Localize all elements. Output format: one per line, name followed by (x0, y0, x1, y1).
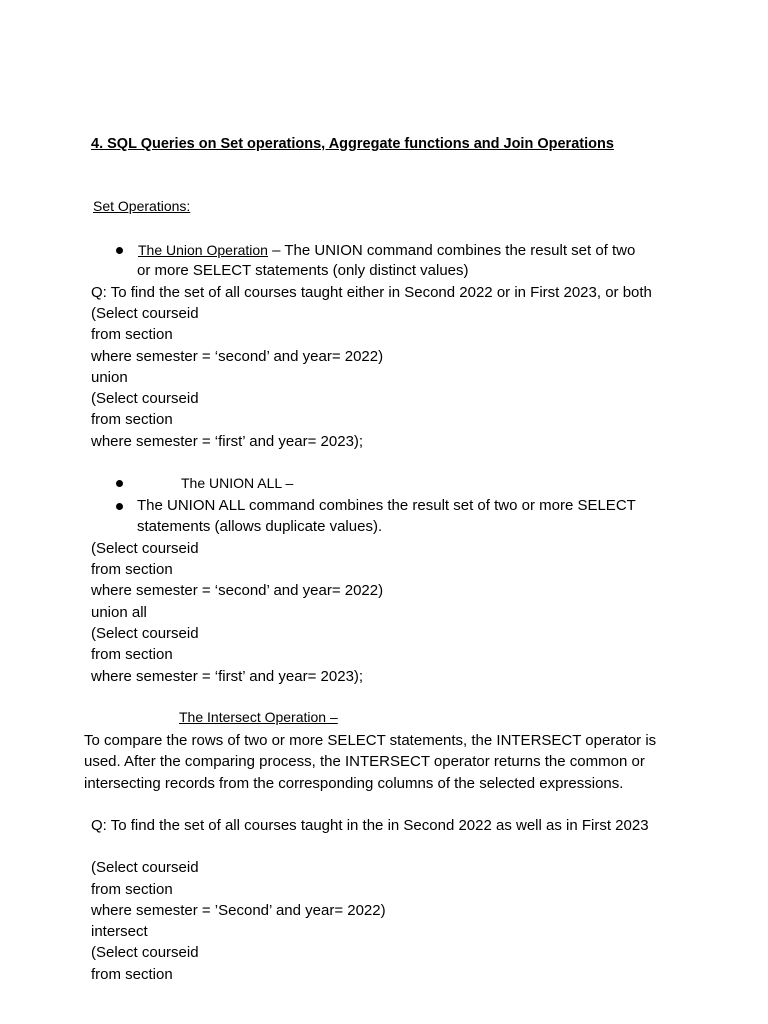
bullet-icon (116, 480, 123, 487)
code-line: where semester = ‘first’ and year= 2023); (91, 668, 364, 685)
intersect-description-line: used. After the comparing process, the INTERSECT operator returns the common or (84, 753, 645, 770)
code-line: from section (91, 646, 173, 663)
code-line: from section (91, 561, 173, 578)
code-line: (Select courseid (91, 944, 199, 961)
code-line: union (91, 369, 128, 386)
union-question: Q: To find the set of all courses taught either in Second 2022 or in First 2023, or both (91, 284, 652, 301)
intersect-operation-heading: The Intersect Operation – (179, 709, 338, 725)
union-description-line2: or more SELECT statements (only distinct values) (137, 262, 469, 279)
union-all-description-line2: statements (allows duplicate values). (137, 518, 383, 535)
code-line: (Select courseid (91, 390, 199, 407)
code-line: (Select courseid (91, 625, 199, 642)
intersect-question: Q: To find the set of all courses taught in the in Second 2022 as well as in First 2023 (91, 817, 649, 834)
code-line: from section (91, 966, 173, 983)
code-line: from section (91, 411, 173, 428)
bullet-icon (116, 503, 123, 510)
code-line: where semester = ‘second’ and year= 2022) (91, 582, 384, 599)
code-line: where semester = ‘first’ and year= 2023); (91, 433, 364, 450)
set-operations-heading: Set Operations: (93, 198, 191, 214)
union-description-line1 (138, 241, 635, 260)
code-line: (Select courseid (91, 859, 199, 876)
code-line: intersect (91, 923, 148, 940)
code-line: (Select courseid (91, 540, 199, 557)
union-all-description-line1: The UNION ALL command combines the result set of two or more SELECT (137, 497, 636, 514)
bullet-icon (116, 247, 123, 254)
code-line: union all (91, 604, 147, 621)
intersect-description-line: intersecting records from the corresponding columns of the selected expressions. (84, 775, 624, 792)
code-line: where semester = ’Second’ and year= 2022) (91, 902, 386, 919)
document-title: 4. SQL Queries on Set operations, Aggregate functions and Join Operations (91, 136, 614, 152)
union-all-name: The UNION ALL – (181, 475, 294, 491)
code-line: where semester = ‘second’ and year= 2022) (91, 348, 384, 365)
code-line: (Select courseid (91, 305, 199, 322)
intersect-description-line: To compare the rows of two or more SELECT statements, the INTERSECT operator is (84, 732, 657, 749)
code-line: from section (91, 326, 173, 343)
union-operation-name: The Union Operation (138, 242, 268, 258)
code-line: from section (91, 881, 173, 898)
union-description-text: – The UNION command combines the result set of two (267, 242, 636, 259)
